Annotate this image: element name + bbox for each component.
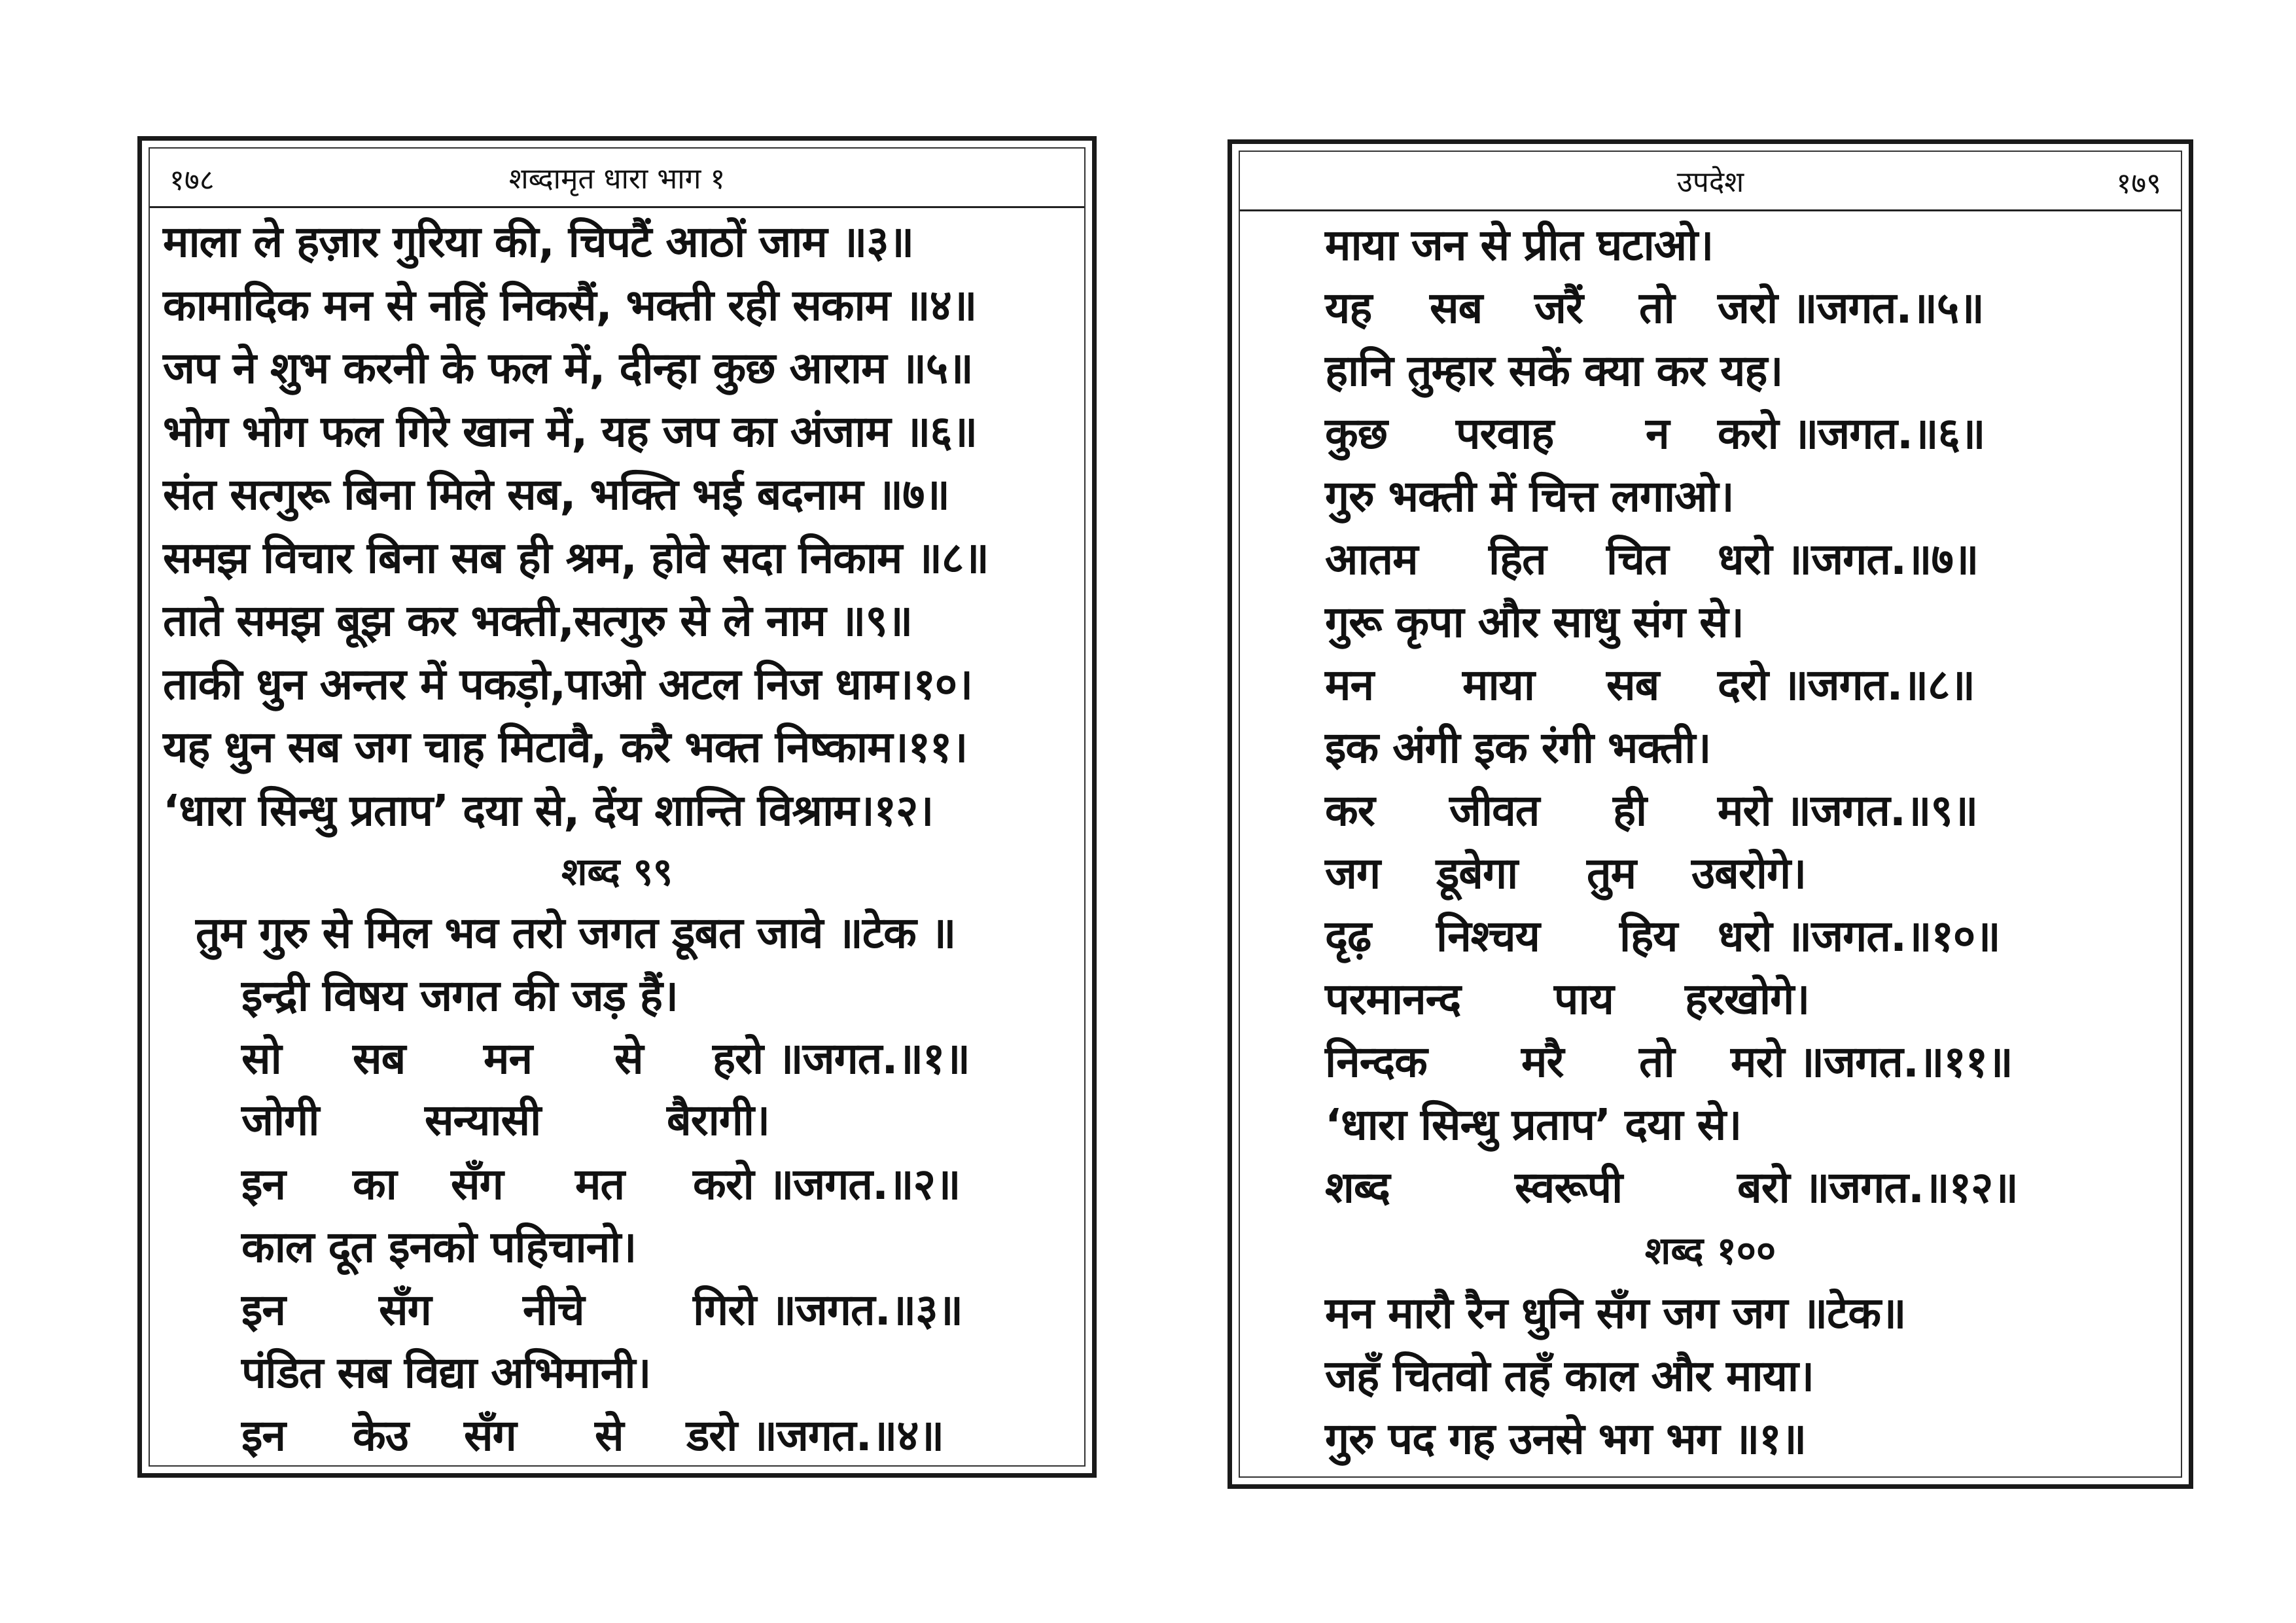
stanza-line: इक अंगी इक रंगी भक्ती। <box>1325 722 1711 773</box>
stanza-line: काल दूत इनको पहिचानो। <box>241 1222 637 1272</box>
verse-line: ताते समझ बूझ कर भक्ती,सत्गुरु से ले नाम ॥९॥ <box>163 596 913 646</box>
left-page-number: १७८ <box>169 164 215 197</box>
right-page-inner-border: उपदेश १७९ माया जन से प्रीत घटाओ। यह सब जरैं तो जरो ॥जगत.॥५॥ हानि तुम्हार सकें क्या कर यह। कुछ परवाह न करो ॥जगत.॥६॥ गुरु भक्ती में चित्त लगाओ। आतम हित चित धरो ॥जगत.॥७॥ गुरू कृपा और साधु संग से। मन माया सब दरो ॥जगत.॥८॥ इक अंगी इक रंगी भक्ती। कर जीवत ही मरो ॥जगत.॥९॥ जग डूबेगा तुम उबरोगे। दृढ़ निश्चय हिय धरो ॥जगत.॥१०॥ परमानन्द पाय हरखोगे। निन्दक मरै तो मरो ॥जगत.॥११॥ ‘धारा सिन्धु प्रताप’ दया से। शब्द स्वरूपी बरो ॥जगत.॥१२॥ शब्द १०० मन मारौ रैन धुनि सँग जग जग ॥टेक॥ जहँ चितवो तहँ काल और माया। गुरु पद गह उनसे भग भग ॥१॥ <box>1239 151 2182 1478</box>
stanza-line: इन्द्री विषय जगत की जड़ हैं। <box>241 971 678 1021</box>
shabd-heading: शब्द १०० <box>1644 1228 1776 1273</box>
verse-line: यह धुन सब जग चाह मिटावै, करै भक्त निष्काम।११। <box>163 722 968 772</box>
tek-line: तुम गुरु से मिल भव तरो जगत डूबत जावे ॥टेक ॥ <box>196 908 956 958</box>
right-running-title: उपदेश <box>1676 166 1744 199</box>
next-shabd-line: मन मारौ रैन धुनि सँग जग जग ॥टेक॥ <box>1325 1288 1906 1338</box>
right-page-number: १७९ <box>2116 167 2161 200</box>
stanza-line: हानि तुम्हार सकें क्या कर यह। <box>1325 346 1783 396</box>
verse-line: भोग भोग फल गिरे खान में, यह जप का अंजाम ॥६॥ <box>163 406 978 457</box>
left-page-inner-border: १७८ शब्दामृत धारा भाग १ माला ले हज़ार गुरिया की, चिपटैं आठों जाम ॥३॥ कामादिक मन से नहिं निकसैं, भक्ती रही सकाम ॥४॥ जप ने शुभ करनी के फल में, दीन्हा कुछ आराम ॥५॥ भोग भोग फल गिरे खान में, यह जप का अंजाम ॥६॥ संत सत्गुरू बिना मिले सब, भक्ति भई बदनाम ॥७॥ समझ विचार बिना सब ही श्रम, होवे सदा निकाम ॥८॥ ताते समझ बूझ कर भक्ती,सत्गुरु से ले नाम ॥९॥ ताकी धुन अन्तर में पकड़ो,पाओ अटल निज धाम।१०। यह धुन सब जग चाह मिटावै, करै भक्त निष्काम।११। ‘धारा सिन्धु प्रताप’ दया से, देंय शान्ति विश्राम।१२। शब्द ९९ तुम गुरु से मिल भव तरो जगत डूबत जावे ॥टेक ॥ इन्द्री विषय जगत की जड़ हैं। सो सब मन से हरो ॥जगत.॥१॥ जोगी सन्यासी बैरागी। इन का सँग मत करो ॥जगत.॥२॥ काल दूत इनको पहिचानो। इन सँग नीचे गिरो ॥जगत.॥३॥ पंडित सब विद्या अभिमानी। इन केउ सँग से डरो ॥जगत.॥४॥ <box>149 147 1086 1467</box>
verse-line: जप ने शुभ करनी के फल में, दीन्हा कुछ आराम ॥५॥ <box>163 343 973 393</box>
left-page <box>137 136 1097 1478</box>
right-page <box>1227 139 2193 1489</box>
next-shabd-line: गुरु पद गह उनसे भग भग ॥१॥ <box>1325 1414 1807 1464</box>
left-running-title: शब्दामृत धारा भाग १ <box>508 162 726 196</box>
verse-line: कामादिक मन से नहिं निकसैं, भक्ती रही सकाम ॥४॥ <box>163 280 977 330</box>
stanza-line: गुरू कृपा और साधु संग से। <box>1325 597 1744 647</box>
verse-line: ‘धारा सिन्धु प्रताप’ दया से, देंय शान्ति विश्राम।१२। <box>163 785 934 836</box>
stanza-line: गुरु भक्ती में चित्त लगाओ। <box>1325 471 1734 522</box>
stanza-line: पंडित सब विद्या अभिमानी। <box>241 1347 651 1398</box>
stanza-line: ‘धारा सिन्धु प्रताप’ दया से। <box>1325 1099 1742 1150</box>
left-page-header <box>150 149 1084 208</box>
verse-line: माला ले हज़ार गुरिया की, चिपटैं आठों जाम ॥३॥ <box>163 217 914 267</box>
next-shabd-line: जहँ चितवो तहँ काल और माया। <box>1325 1351 1814 1401</box>
right-page-header <box>1240 152 2181 211</box>
verse-line: संत सत्गुरू बिना मिले सब, भक्ति भई बदनाम ॥७॥ <box>163 469 949 520</box>
verse-line: ताकी धुन अन्तर में पकड़ो,पाओ अटल निज धाम।१०। <box>163 659 973 709</box>
stanza-line: माया जन से प्रीत घटाओ। <box>1325 220 1714 270</box>
verse-line: समझ विचार बिना सब ही श्रम, होवे सदा निकाम ॥८॥ <box>163 533 989 583</box>
shabd-heading: शब्द ९९ <box>561 849 673 894</box>
